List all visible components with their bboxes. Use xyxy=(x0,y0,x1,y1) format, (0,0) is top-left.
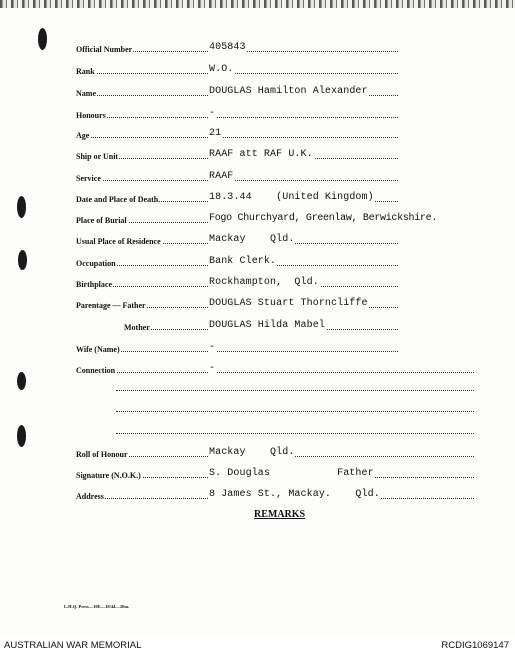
field-value: Mackay Qld. xyxy=(209,447,295,458)
field-address xyxy=(76,487,474,501)
dotted-leader xyxy=(76,137,398,138)
field-value: W.O. xyxy=(209,64,234,75)
connection-continuation-line xyxy=(116,390,474,391)
field-value: 21 xyxy=(209,128,222,139)
field-value: - xyxy=(209,342,216,353)
remarks-heading: REMARKS xyxy=(254,509,306,520)
connection-continuation-line xyxy=(116,433,474,434)
dotted-leader xyxy=(76,117,398,118)
field-label: Signature (N.O.K.) xyxy=(76,471,141,480)
field-value: 405843 xyxy=(209,42,246,53)
field-label: Ship or Unit xyxy=(76,152,119,161)
field-label: Rank xyxy=(76,67,95,76)
field-label: Place of Burial xyxy=(76,216,127,225)
field-label: Connection xyxy=(76,366,116,375)
field-value: Mackay Qld. xyxy=(209,234,295,245)
connection-continuation-line xyxy=(116,411,474,412)
binder-hole xyxy=(38,28,47,50)
field-signature-nok xyxy=(76,466,474,480)
field-value: S. Douglas Father xyxy=(209,468,374,479)
binder-hole xyxy=(17,425,26,447)
dotted-leader xyxy=(76,351,398,352)
field-value: DOUGLAS Hilda Mabel xyxy=(209,320,325,331)
field-label: Roll of Honour xyxy=(76,450,128,459)
scan-edge-noise xyxy=(0,0,515,8)
field-official-number xyxy=(76,40,398,54)
field-place-of-burial xyxy=(76,211,438,225)
field-value: Rockhampton, Qld. xyxy=(209,277,319,288)
field-birthplace xyxy=(76,275,398,289)
field-ship-or-unit xyxy=(76,147,398,161)
field-occupation xyxy=(76,254,398,268)
field-connection xyxy=(76,361,474,375)
dotted-leader xyxy=(76,180,398,181)
field-value: - xyxy=(209,108,216,119)
field-value: RAAF att RAF U.K. xyxy=(209,149,313,160)
field-value: - xyxy=(209,363,216,374)
field-value: Fogo Churchyard, Greenlaw, Berwickshire. xyxy=(209,213,438,224)
footer-archive-name: AUSTRALIAN WAR MEMORIAL xyxy=(4,640,142,651)
field-parentage-father xyxy=(76,296,398,310)
field-age xyxy=(76,126,398,140)
field-value: RAAF xyxy=(209,171,234,182)
field-roll-of-honour xyxy=(76,445,474,459)
print-note: L.H.Q. Press—10E—10/44—20m. xyxy=(64,604,130,609)
field-label: Age xyxy=(76,131,90,140)
field-label: Mother xyxy=(124,323,150,332)
field-value: Bank Clerk. xyxy=(209,256,277,267)
field-parentage-mother xyxy=(76,318,398,332)
binder-hole xyxy=(17,196,26,218)
field-value: DOUGLAS Hamilton Alexander xyxy=(209,86,368,97)
field-label: Date and Place of Death xyxy=(76,195,159,204)
field-wife xyxy=(76,340,398,354)
field-value: 8 James St., Mackay. Qld. xyxy=(209,489,380,500)
field-service xyxy=(76,169,398,183)
field-label: Usual Place of Residence xyxy=(76,237,161,246)
binder-hole xyxy=(18,250,27,270)
dotted-leader xyxy=(76,372,474,373)
field-label: Occupation xyxy=(76,259,116,268)
field-honours xyxy=(76,106,398,120)
field-name xyxy=(76,84,398,98)
footer-record-id: RCDIG1069147 xyxy=(441,640,509,651)
field-date-place-of-death xyxy=(76,190,398,204)
field-label: Address xyxy=(76,492,104,501)
field-value: 18.3.44 (United Kingdom) xyxy=(209,192,374,203)
field-label: Wife (Name) xyxy=(76,345,120,354)
field-label: Birthplace xyxy=(76,280,112,289)
field-usual-residence xyxy=(76,232,398,246)
field-label: Parentage — Father xyxy=(76,301,146,310)
field-rank xyxy=(76,62,398,76)
field-label: Official Number xyxy=(76,45,133,54)
binder-hole xyxy=(17,372,26,390)
field-value: DOUGLAS Stuart Thorncliffe xyxy=(209,298,368,309)
field-label: Service xyxy=(76,174,101,183)
dotted-leader xyxy=(76,73,398,74)
field-label: Name xyxy=(76,89,96,98)
field-label: Honours xyxy=(76,111,106,120)
